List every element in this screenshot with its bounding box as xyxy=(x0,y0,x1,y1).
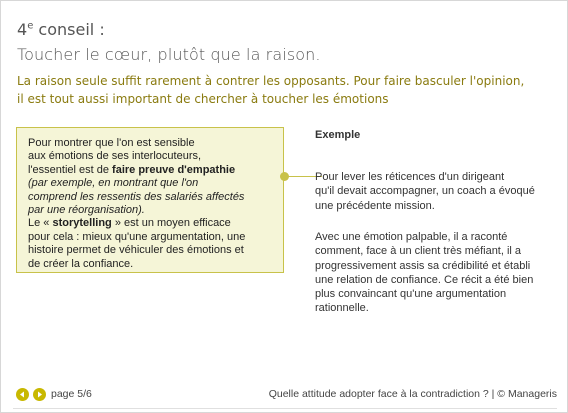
tip-heading xyxy=(17,20,105,39)
example-line: qu'il devait accompagner, un coach a évoqué xyxy=(315,185,535,198)
page-navigation xyxy=(16,388,46,401)
advice-line xyxy=(28,164,278,177)
example-line: comment, face à un client très méfiant, il a xyxy=(315,245,522,258)
example-title: Exemple xyxy=(315,129,361,141)
advice-text-segment: Le « xyxy=(28,217,53,230)
advice-line: histoire permet de véhiculer des émotions et xyxy=(28,244,244,257)
advice-text-segment: l'essentiel est de xyxy=(28,163,113,176)
example-line: une précédente mission. xyxy=(315,199,435,212)
tip-word: conseil : xyxy=(33,20,105,39)
advice-line: de créer la confiance. xyxy=(28,257,134,270)
example-paragraph-1 xyxy=(315,170,560,213)
example-line: Avec une émotion palpable, il a raconté xyxy=(315,231,508,243)
footer-credit: Quelle attitude adopter face à la contradiction ? | © Manageris xyxy=(268,388,557,400)
advice-emphasis: faire preuve d'empathie xyxy=(112,163,236,176)
example-line: rationnelle. xyxy=(315,302,369,315)
intro-text xyxy=(17,72,547,108)
prev-page-button[interactable] xyxy=(16,388,29,401)
page-indicator: page 5/6 xyxy=(51,388,92,400)
page-title: Toucher le cœur, plutôt que la raison. xyxy=(17,45,321,64)
advice-line: aux émotions de ses interlocuteurs, xyxy=(28,150,202,163)
advice-line xyxy=(28,217,278,230)
connector-dot xyxy=(280,172,289,181)
advice-emphasis: storytelling xyxy=(52,217,112,230)
chevron-right-icon xyxy=(33,388,46,401)
advice-line xyxy=(28,177,278,190)
advice-italic: par une réorganisation). xyxy=(28,204,145,217)
advice-text-segment: » est un moyen efficace xyxy=(111,217,231,230)
example-line: progressivement assis sa crédibilité et établi xyxy=(315,259,531,272)
chevron-left-icon xyxy=(16,388,29,401)
advice-box xyxy=(16,127,284,273)
advice-italic: comprend les ressentis des salariés affectés xyxy=(28,190,245,203)
footer-divider xyxy=(13,408,557,409)
example-paragraph-2 xyxy=(315,230,560,316)
advice-text xyxy=(28,137,278,271)
advice-italic: (par exemple, en montrant que l'on xyxy=(28,177,199,190)
example-line: plus convaincant qu'une argumentation xyxy=(315,288,507,301)
intro-line-2: il est tout aussi important de chercher à toucher les émotions xyxy=(17,92,389,106)
next-page-button[interactable] xyxy=(33,388,46,401)
advice-line xyxy=(28,204,278,217)
example-line: une relation de confiance. Ce récit a été bien xyxy=(315,273,534,286)
intro-line-1: La raison seule suffit rarement à contrer les opposants. Pour faire basculer l'opinion, xyxy=(17,74,525,88)
advice-line xyxy=(28,191,278,204)
advice-line: pour cela : mieux qu'une argumentation, une xyxy=(28,230,246,243)
advice-line: Pour montrer que l'on est sensible xyxy=(28,137,195,149)
tip-ordinal-suffix: e xyxy=(27,20,34,32)
example-line: Pour lever les réticences d'un dirigeant xyxy=(315,171,505,183)
tip-number: 4 xyxy=(17,20,28,39)
